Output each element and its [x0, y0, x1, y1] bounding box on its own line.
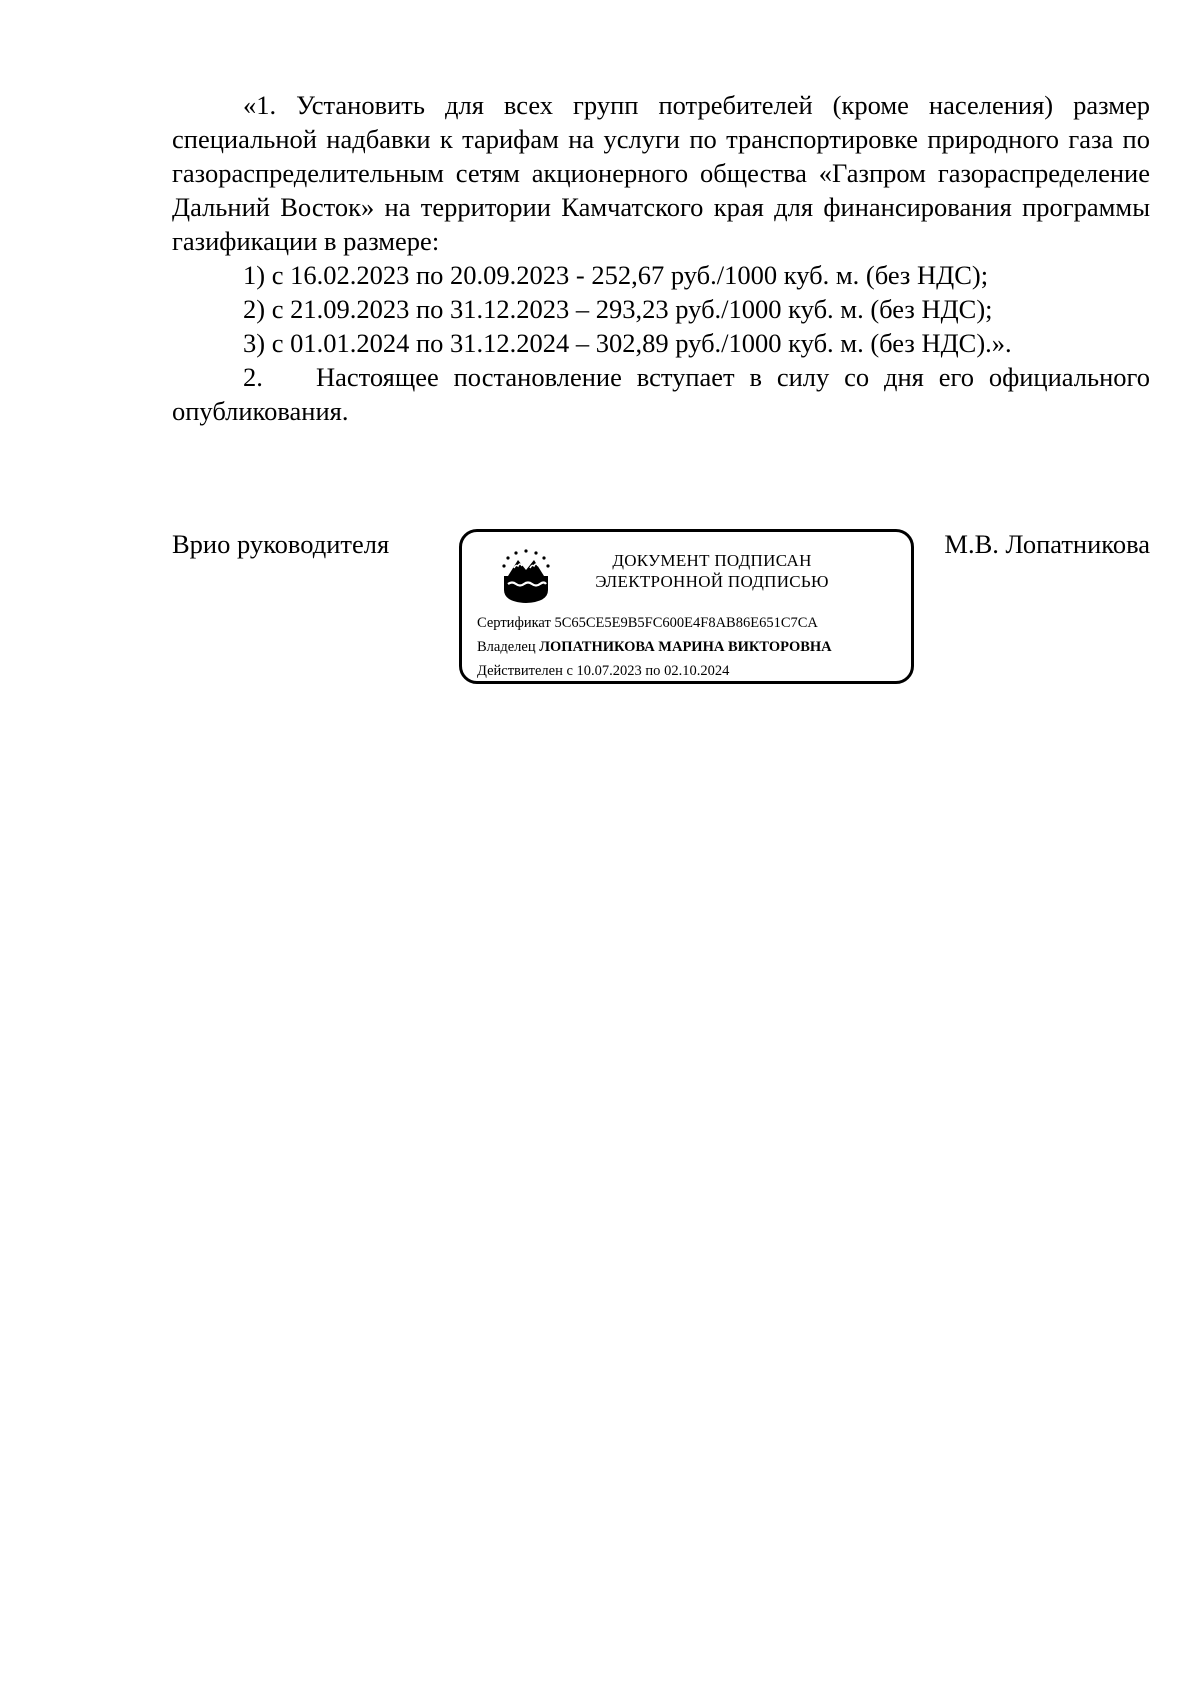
- stamp-heading: [562, 550, 862, 592]
- stamp-validity: [477, 662, 729, 680]
- valid-to-date: 02.10.2024: [664, 663, 730, 679]
- owner-label: Владелец: [477, 639, 536, 655]
- certificate-value: 5C65CE5E9B5FC600E4F8AB86E651C7CA: [554, 615, 818, 631]
- signatory-position: Врио руководителя: [172, 529, 390, 559]
- document-body: [172, 88, 1150, 428]
- valid-from-date: 10.07.2023: [576, 663, 642, 679]
- valid-from-label: Действителен с: [477, 663, 573, 679]
- paragraph-2-number: 2.: [243, 362, 263, 392]
- electronic-signature-stamp: [459, 529, 914, 684]
- stamp-owner: [477, 638, 832, 656]
- list-item-3: 3) с 01.01.2024 по 31.12.2024 – 302,89 руб./1000 куб. м. (без НДС).».: [243, 328, 1012, 358]
- stamp-certificate: [477, 614, 818, 632]
- paragraph-2-text: Настоящее постановление вступает в силу со дня его официального опубликования.: [172, 362, 1150, 426]
- list-item-1: 1) с 16.02.2023 по 20.09.2023 - 252,67 руб./1000 куб. м. (без НДС);: [243, 260, 989, 290]
- certificate-label: Сертификат: [477, 615, 551, 631]
- owner-value: ЛОПАТНИКОВА МАРИНА ВИКТОРОВНА: [539, 639, 832, 655]
- signatory-name: М.В. Лопатникова: [944, 529, 1150, 559]
- paragraph-2: [172, 360, 1150, 428]
- kamchatka-coat-of-arms-icon: [500, 548, 552, 604]
- list-item-2: 2) с 21.09.2023 по 31.12.2023 – 293,23 руб./1000 куб. м. (без НДС);: [243, 294, 993, 324]
- stamp-heading-line-1: ДОКУМЕНТ ПОДПИСАН: [612, 551, 812, 570]
- signature-block: [172, 527, 1150, 687]
- paragraph-1: «1. Установить для всех групп потребителей (кроме населения) размер специальной надбавки к тарифам на услуги по транспортировке природного газа по газораспределительным сетям акционерного общества «Газпром газораспределение Дальний Восток» на территории Камчатского края для финансирования программы газификации в размере:: [172, 90, 1150, 256]
- valid-to-label: по: [645, 663, 661, 679]
- stamp-heading-line-2: ЭЛЕКТРОННОЙ ПОДПИСЬЮ: [595, 572, 829, 591]
